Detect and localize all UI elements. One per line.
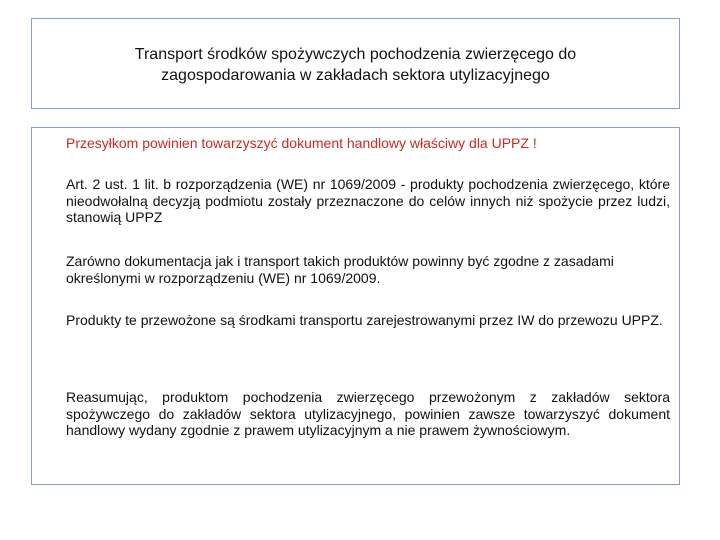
paragraph-summary: Reasumując, produktom pochodzenia zwierzęcego przewożonym z zakładów sektora spożywczego do zakładów sektora utylizacyjnego, powinien zawsze towarzyszyć dokument handlowy wydany zgodnie z prawem utylizacyjnym a nie prawem żywnościowym. <box>66 389 670 438</box>
slide-title-line-2: zagospodarowania w zakładach sektora utylizacyjnego <box>161 66 550 84</box>
highlight-notice: Przesyłkom powinien towarzyszyć dokument handlowy właściwy dla UPPZ ! <box>66 135 537 151</box>
paragraph-registered-vehicles: Produkty te przewożone są środkami transportu zarejestrowanymi przez IW do przewozu UPPZ. <box>66 312 663 328</box>
content-box <box>31 127 680 485</box>
paragraph-documentation-transport: Zarówno dokumentacja jak i transport takich produktów powinny być zgodne z zasadami określonymi w rozporządzeniu (WE) nr 1069/2009. <box>66 253 614 286</box>
title-box <box>31 18 680 109</box>
slide-title <box>135 42 576 86</box>
paragraph-regulation-definition: Art. 2 ust. 1 lit. b rozporządzenia (WE) nr 1069/2009 - produkty pochodzenia zwierzęcego, które nieodwołalną decyzją podmiotu zostały przeznaczone do celów innych niż spożycie przez ludzi, stanowią UPPZ <box>66 176 670 225</box>
slide-title-line-1: Transport środków spożywczych pochodzenia zwierzęcego do <box>134 45 577 63</box>
